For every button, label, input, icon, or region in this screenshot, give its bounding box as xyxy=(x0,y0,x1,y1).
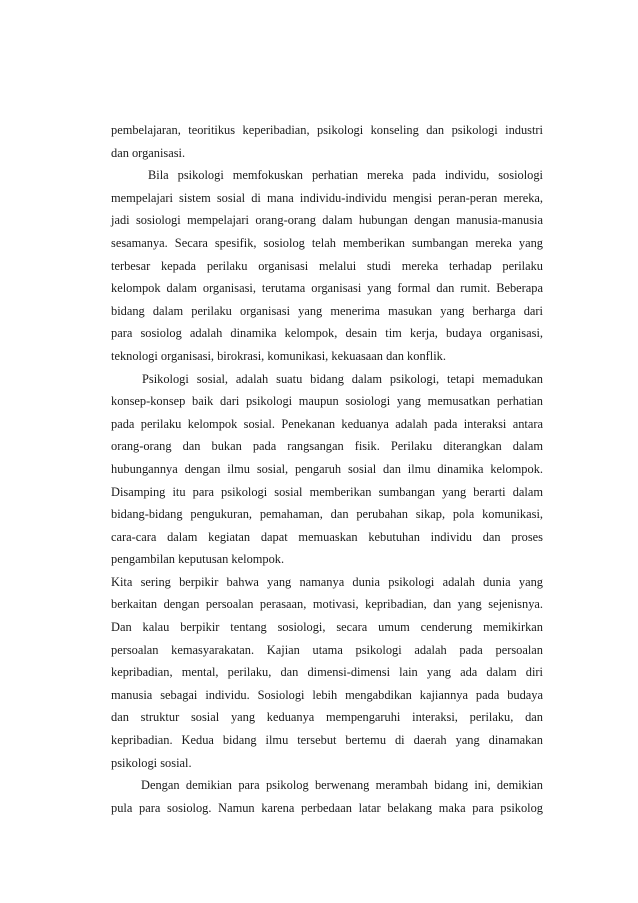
paragraph-3-line-7: bidang-bidang pengukuran, pemahaman, dan perubahan sikap, pola komunikasi, xyxy=(111,507,543,522)
paragraph-2-line-5: terbesar kepada perilaku organisasi melalui studi mereka terhadap perilaku xyxy=(111,258,543,273)
paragraph-1-line-2: dan organisasi. xyxy=(111,145,186,160)
paragraph-3-line-2: konsep-konsep baik dari psikologi maupun sosiologi yang memusatkan perhatian xyxy=(111,394,543,409)
paragraph-3-line-8: cara-cara dalam kegiatan dapat memuaskan kebutuhan individu dan proses xyxy=(111,529,543,544)
paragraph-4-line-8: kepribadian. Kedua bidang ilmu tersebut bertemu di daerah yang dinamakan xyxy=(111,733,543,748)
paragraph-3-line-6: Disamping itu para psikologi sosial memberikan sumbangan yang berarti dalam xyxy=(111,484,543,499)
paragraph-4-line-7: dan struktur sosial yang keduanya mempengaruhi interaksi, perilaku, dan xyxy=(111,710,543,725)
paragraph-2-line-4: sesamanya. Secara spesifik, sosiolog telah memberikan sumbangan mereka yang xyxy=(111,235,543,250)
paragraph-3-line-1: Psikologi sosial, adalah suatu bidang dalam psikologi, tetapi memadukan xyxy=(142,371,543,386)
paragraph-2-line-3: jadi sosiologi mempelajari orang-orang dalam hubungan dengan manusia-manusia xyxy=(111,213,543,228)
paragraph-5-line-2: pula para sosiolog. Namun karena perbedaan latar belakang maka para psikolog xyxy=(111,800,543,815)
paragraph-2-line-7: bidang dalam perilaku organisasi yang menerima masukan yang berharga dari xyxy=(111,303,543,318)
paragraph-4-line-9: psikologi sosial. xyxy=(111,755,192,770)
paragraph-4-line-1: Kita sering berpikir bahwa yang namanya dunia psikologi adalah dunia yang xyxy=(111,574,543,589)
paragraph-3-line-9: pengambilan keputusan kelompok. xyxy=(111,552,285,567)
body-text xyxy=(111,119,543,819)
paragraph-3-line-4: orang-orang dan bukan pada rangsangan fisik. Perilaku diterangkan dalam xyxy=(111,439,543,454)
paragraph-2-line-8: para sosiolog adalah dinamika kelompok, desain tim kerja, budaya organisasi, xyxy=(111,326,543,341)
paragraph-3-line-5: hubungannya dengan ilmu sosial, pengaruh sosial dan ilmu dinamika kelompok. xyxy=(111,461,543,476)
paragraph-4-line-3: Dan kalau berpikir tentang sosiologi, secara umum cenderung memikirkan xyxy=(111,620,543,635)
paragraph-4-line-4: persoalan kemasyarakatan. Kajian utama psikologi adalah pada persoalan xyxy=(111,642,543,657)
paragraph-5-line-1: Dengan demikian para psikolog berwenang merambah bidang ini, demikian xyxy=(141,778,543,793)
paragraph-4-line-2: berkaitan dengan persoalan perasaan, motivasi, kepribadian, dan yang sejenisnya. xyxy=(111,597,543,612)
paragraph-4-line-5: kepribadian, mental, perilaku, dan dimensi-dimensi lain yang ada dalam diri xyxy=(111,665,543,680)
paragraph-2-line-6: kelompok dalam organisasi, terutama organisasi yang formal dan rumit. Beberapa xyxy=(111,281,543,296)
paragraph-3-line-3: pada perilaku kelompok sosial. Penekanan keduanya adalah pada interaksi antara xyxy=(111,416,543,431)
paragraph-2-line-1: Bila psikologi memfokuskan perhatian mereka pada individu, sosiologi xyxy=(148,168,543,183)
paragraph-4-line-6: manusia sebagai individu. Sosiologi lebih mengabdikan kajiannya pada budaya xyxy=(111,687,543,702)
paragraph-2-line-2: mempelajari sistem sosial di mana individu-individu mengisi peran-peran mereka, xyxy=(111,190,543,205)
paragraph-2-line-9: teknologi organisasi, birokrasi, komunikasi, kekuasaan dan konflik. xyxy=(111,348,446,363)
paragraph-1-line-1: pembelajaran, teoritikus keperibadian, psikologi konseling dan psikologi industri xyxy=(111,123,543,137)
